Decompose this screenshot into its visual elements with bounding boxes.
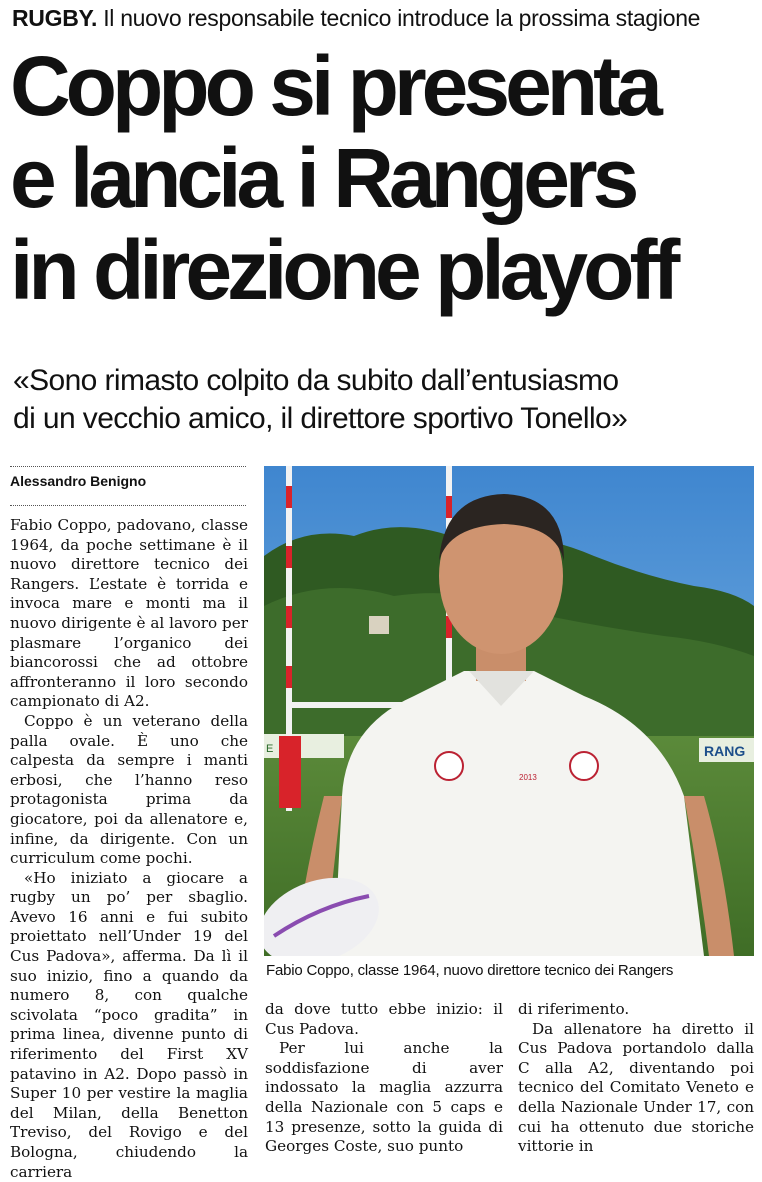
headline-line-3: in direzione playoff bbox=[10, 223, 676, 317]
subtitle bbox=[13, 362, 753, 438]
article-column-1 bbox=[10, 516, 248, 1182]
paragraph: di riferimento. bbox=[518, 1000, 630, 1018]
headline bbox=[10, 40, 755, 316]
byline: Alessandro Benigno bbox=[10, 473, 147, 489]
banner-left-text: E bbox=[266, 743, 274, 755]
paragraph: Fabio Coppo, padovano, classe 1964, da poche settimane è il nuovo direttore tecnico dei Rangers. L’estate è torrida e invoca mare e monti ma il nuovo dirigente è al lavoro per plasmare l’organico dei biancorossi che ad ottobre affronteranno il loro secondo campionato di A2. bbox=[10, 516, 248, 711]
paragraph: da dove tutto ebbe inizio: il Cus Padova. bbox=[265, 1000, 503, 1038]
banner-right-text: RANG bbox=[704, 743, 746, 759]
section-label: RUGBY. bbox=[12, 5, 98, 31]
paragraph: Coppo è un veterano della palla ovale. È uno che calpesta da sempre i manti erbosi, che l’hanno reso protagonista prima da giocatore, poi da allenatore e, infine, da dirigente. Con un curriculum come pochi. bbox=[10, 711, 248, 868]
headline-line-1: Coppo si presenta bbox=[10, 39, 658, 133]
subtitle-line-1: «Sono rimasto colpito da subito dall’entusiasmo bbox=[13, 364, 619, 397]
photo-caption: Fabio Coppo, classe 1964, nuovo direttore tecnico dei Rangers bbox=[266, 962, 674, 979]
paragraph: «Ho iniziato a giocare a rugby un po’ per sbaglio. Avevo 16 anni e fui subito proiettato nell’Under 19 del Cus Padova», afferma. Da lì il suo inizio, fino a quando da numero 8, con qualche scivolata “poco gradita” in prima linea, divenne punto di riferimento del First XV patavino in A2. Dopo passò in Super 10 per vestire la maglia del Milan, della Benetton Treviso, del Rovigo e del Bologna, chiudendo la carriera bbox=[10, 868, 248, 1181]
subtitle-line-2: di un vecchio amico, il direttore sportivo Tonello» bbox=[13, 402, 628, 435]
photo-image bbox=[264, 466, 754, 956]
shirt-text: 2013 bbox=[519, 773, 537, 782]
article-photo bbox=[264, 466, 754, 956]
headline-line-2: e lancia i Rangers bbox=[10, 131, 635, 225]
article-column-3 bbox=[518, 1000, 754, 1157]
paragraph: Per lui anche la soddisfazione di aver indossato la maglia azzurra della Nazionale con 5 caps e 13 presenze, sotto la guida di Georges Coste, suo punto bbox=[265, 1039, 503, 1156]
byline-box bbox=[10, 466, 246, 506]
article-column-2 bbox=[265, 1000, 503, 1157]
paragraph: Da allenatore ha diretto il Cus Padova portandolo dalla C alla A2, diventando poi tecnico del Comitato Veneto e della Nazionale Under 17, con cui ha ottenuto due storiche vittorie in bbox=[518, 1019, 754, 1156]
kicker-text: Il nuovo responsabile tecnico introduce la prossima stagione bbox=[103, 5, 701, 31]
kicker bbox=[12, 4, 752, 32]
